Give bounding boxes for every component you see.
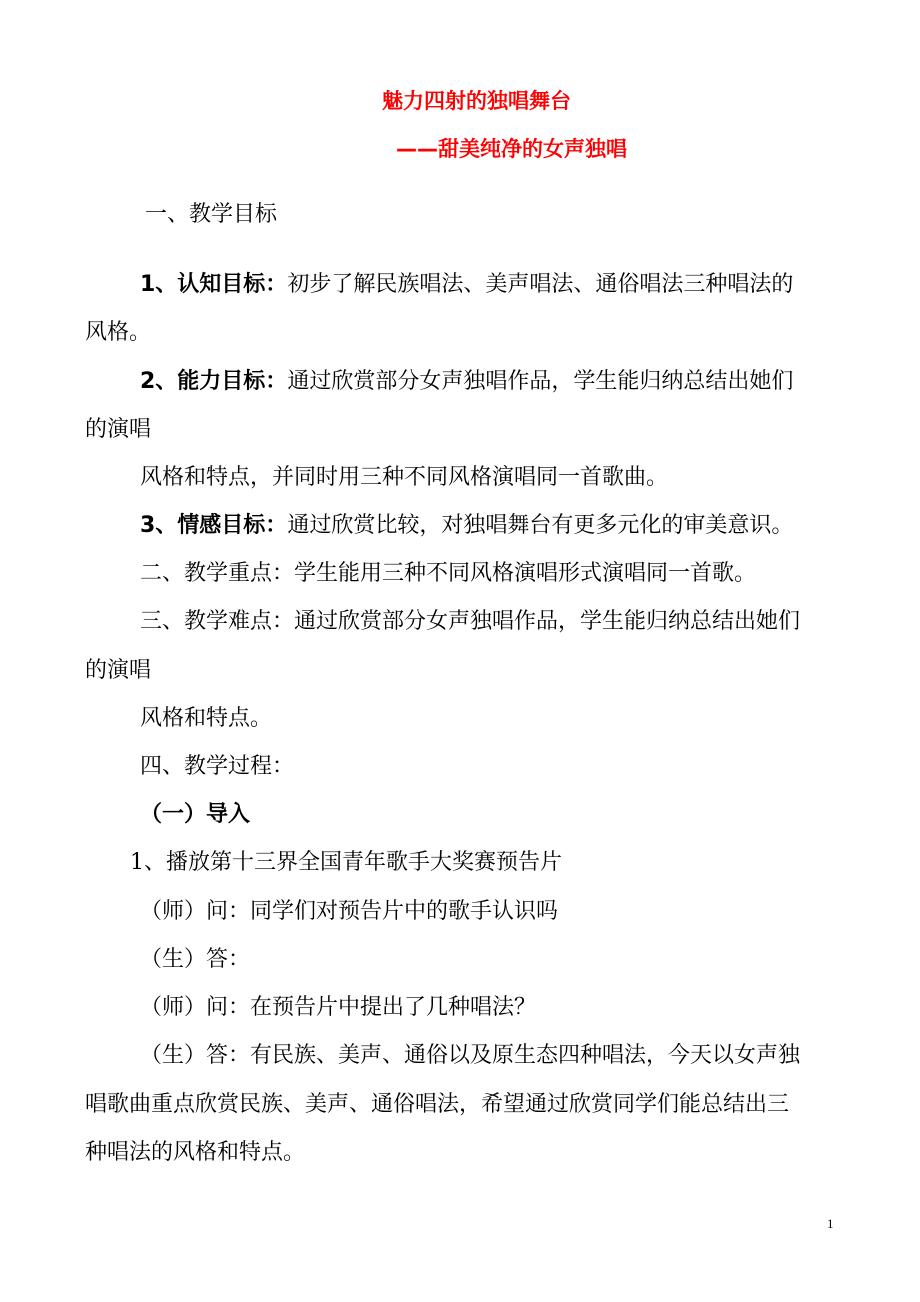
teacher-question-2: （师）问：在预告片中提出了几种唱法？ xyxy=(140,995,537,1020)
goal-emotion-label: 3、情感目标： xyxy=(140,513,288,538)
section-key-points: 二、教学重点：学生能用三种不同风格演唱形式演唱同一首歌。 xyxy=(140,561,757,586)
section-difficulties-continued: 的演唱 xyxy=(85,658,152,683)
section-teaching-goals: 一、教学目标 xyxy=(145,202,278,227)
goal-cognitive-label: 1、认知目标： xyxy=(140,272,288,297)
goal-emotion xyxy=(140,511,793,541)
section-teaching-process: 四、教学过程： xyxy=(140,754,295,779)
teacher-question-1: （师）问：同学们对预告片中的歌手认识吗 xyxy=(140,899,559,924)
goal-ability-continued: 的演唱 xyxy=(85,417,152,442)
page-number: 1 xyxy=(827,1216,834,1231)
section-difficulties: 三、教学难点：通过欣赏部分女声独唱作品，学生能归纳总结出她们 xyxy=(140,609,801,634)
document-subtitle: ——甜美纯净的女声独唱 xyxy=(396,137,627,161)
student-answer-1: （生）答： xyxy=(140,947,251,972)
goal-ability xyxy=(140,367,793,397)
section-difficulties-continued-2: 风格和特点。 xyxy=(140,706,273,731)
goal-ability-text: 通过欣赏部分女声独唱作品，学生能归纳总结出她们 xyxy=(287,369,794,394)
subsection-introduction: （一）导入 xyxy=(140,802,251,827)
goal-cognitive-text: 初步了解民族唱法、美声唱法、通俗唱法三种唱法的 xyxy=(287,272,794,297)
goal-emotion-text: 通过欣赏比较，对独唱舞台有更多元化的审美意识。 xyxy=(287,513,794,538)
goal-ability-label: 2、能力目标： xyxy=(140,369,288,394)
goal-cognitive-continued: 风格。 xyxy=(85,320,152,345)
document-title: 魅力四射的独唱舞台 xyxy=(382,89,571,113)
student-answer-2: （生）答：有民族、美声、通俗以及原生态四种唱法，今天以女声独 xyxy=(140,1043,801,1068)
student-answer-2-continued: 唱歌曲重点欣赏民族、美声、通俗唱法，希望通过欣赏同学们能总结出三 xyxy=(85,1092,790,1117)
goal-ability-continued-2: 风格和特点，并同时用三种不同风格演唱同一首歌曲。 xyxy=(140,465,669,490)
goal-cognitive xyxy=(140,270,793,300)
step-play-trailer: 1、播放第十三界全国青年歌手大奖赛预告片 xyxy=(130,850,562,875)
student-answer-2-continued-2: 种唱法的风格和特点。 xyxy=(85,1140,306,1165)
